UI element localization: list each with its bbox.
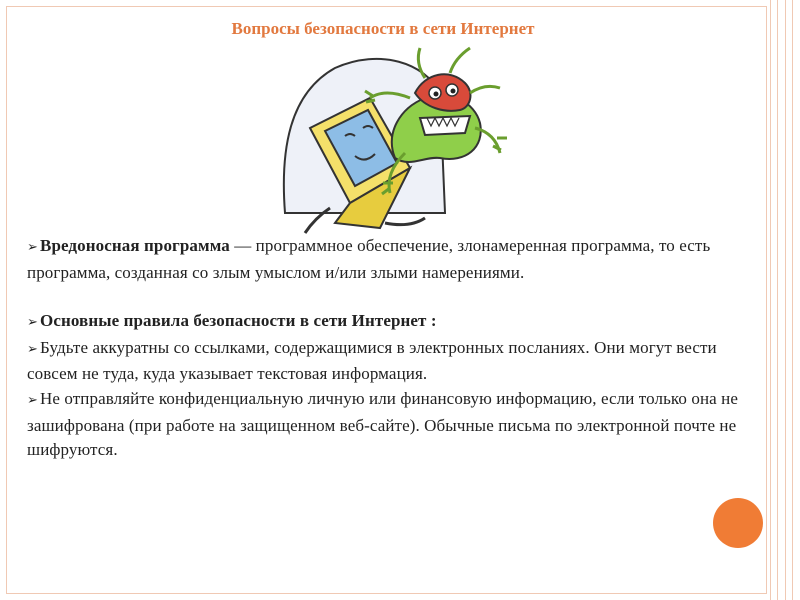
slide-content <box>27 234 757 463</box>
decorative-orange-circle <box>713 498 763 548</box>
virus-attacking-computer-icon <box>275 38 515 238</box>
arrow-bullet-icon: ➢ <box>27 341 38 357</box>
definition-text: — программное обеспечение, злонамеренная программа, то есть программа, созданная со злым умыслом и/или злыми намерениями. <box>27 236 711 282</box>
arrow-bullet-icon: ➢ <box>27 315 38 331</box>
arrow-bullet-icon: ➢ <box>27 240 38 255</box>
definition-paragraph <box>27 234 757 285</box>
rule-item: ➢ Не отправляйте конфиденциальную личную или финансовую информацию, если только она не зашифрована (при работе на защищенном веб-сайте). Обычные письма по электронной почте не шифруются. <box>27 388 739 460</box>
slide-title: Вопросы безопасности в сети Интернет <box>231 19 535 38</box>
rules-heading: ➢ Основные правила безопасности в сети Интернет : <box>27 311 437 331</box>
arrow-bullet-icon: ➢ <box>27 392 38 408</box>
rule-item: ➢ Будьте аккуратны со ссылками, содержащимися в электронных посланиях. Они могут вести совсем не туда, куда указывает текстовая информация. <box>27 337 717 384</box>
definition-term: Вредоносная программа <box>40 236 230 255</box>
decorative-frame-lines <box>765 0 800 600</box>
